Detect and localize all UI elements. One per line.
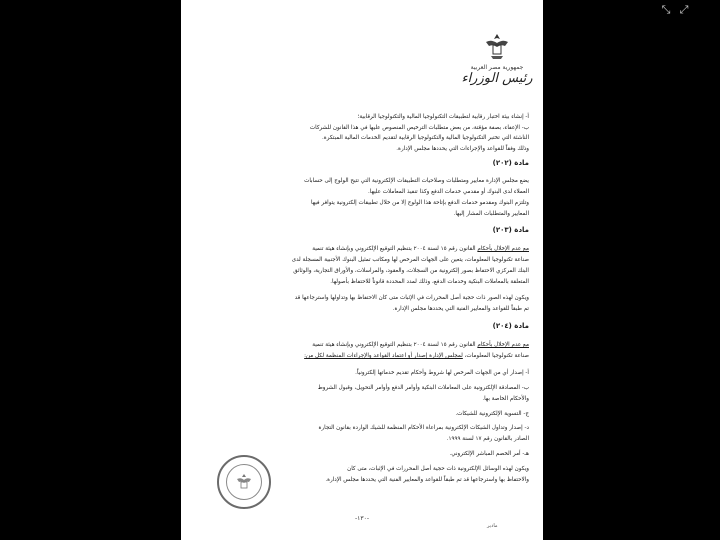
text-span: صناعة تكنولوجيا المعلومات،	[462, 353, 529, 359]
list-item: هـ- أمر الخصم المباشر الإلكتروني.	[449, 451, 529, 457]
text-line: أ- إنشاء بيئة اختبار رقابية لتطبيقات التكنولوجيا المالية والتكنولوجيا الرقابية؛	[357, 114, 529, 120]
page-number: -١٣٠-	[354, 515, 369, 522]
minimize-icon[interactable]: ⤡	[661, 3, 671, 16]
text-span: القانون رقم ١٥ لسنة ٢٠٠٤ بتنظيم التوقيع الإلكتروني وبإنشاء هيئة تنمية	[312, 246, 478, 252]
text-line: تم طبقاً للقواعد والمعايير الفنية التي يحددها مجلس الإدارة.	[392, 306, 529, 312]
text-line: ب- الإعفاء، بصفة مؤقتة، من بعض متطلبات الترخيص المنصوص عليها في هذا القانون للشركات	[309, 125, 529, 131]
text-line: البنك المركزي الاحتفاظ بصور إلكترونية من السجلات، والعقود، والمراسلات، والأوراق التجارية، والوثائق	[293, 268, 529, 274]
office-title: رئيس الوزراء	[461, 71, 533, 86]
article-heading: مادة (٢٠٣)	[492, 226, 529, 234]
article-heading: مادة (٢٠٤)	[492, 322, 529, 330]
text-line	[312, 341, 529, 350]
text-line: العملاء لدى البنوك أو مقدمي خدمات الدفع وكذا تنفيذ المعاملات عليها.	[368, 189, 529, 195]
text-line: ويكون لهذه الوسائل الإلكترونية ذات حجية أصل المحررات في الإثبات، متى كان	[347, 466, 529, 472]
text-line: ويكون لهذه الصور ذات حجية أصل المحررات في الإثبات متى كان الاحتفاظ بها وتداولها واسترجاعها قد	[294, 295, 529, 301]
underlined-phrase: لمجلس الإدارة إصدار أو اعتماد القواعد والإجراءات المنظمة لكل من:	[304, 353, 463, 359]
text-line: وتلتزم البنوك ومقدمو خدمات الدفع بإتاحة هذا الولوج إلا من خلال تطبيقات إلكترونية يتوافر فيها	[310, 200, 529, 206]
text-line	[304, 352, 529, 361]
text-line	[312, 245, 529, 254]
text-line: المتعلقة بالمعاملات البنكية وخدمات الدفع، وذلك لمدد المحددة قانوناً للاحتفاظ بأصولها.	[330, 279, 529, 285]
eagle-emblem-icon	[483, 32, 511, 62]
letterhead	[457, 32, 537, 112]
text-line: وذلك وفقاً للقواعد والإجراءات التي يحددها مجلس الإدارة.	[396, 146, 529, 152]
underlined-phrase: مع عدم الإخلال بأحكام	[477, 246, 529, 252]
country-name: جمهورية مصر العربية	[470, 64, 524, 71]
official-seal-icon	[217, 455, 271, 509]
text-line: المعايير والمتطلبات المشار إليها.	[453, 211, 529, 217]
expand-icon[interactable]: ⤢	[679, 3, 689, 16]
article-heading: مادة (٢٠٢)	[492, 159, 529, 167]
underlined-phrase: مع عدم الإخلال بأحكام	[477, 342, 529, 348]
text-line: صناعة تكنولوجيا المعلومات، يتعين على الجهات المرخص لها ومكاتب تمثيل البنوك الأجنبية المسجلة لدى	[291, 257, 529, 263]
text-line: والأحكام الخاصة بها.	[482, 396, 529, 402]
text-span: القانون رقم ١٥ لسنة ٢٠٠٤ بتنظيم التوقيع الإلكتروني وبإنشاء هيئة تنمية	[312, 342, 478, 348]
text-line: الناشئة التي تختبر التكنولوجيا المالية والتكنولوجيا الرقابية لتقديم الخدمات المالية المبتكرة.	[322, 135, 529, 141]
reference-mark: مادير	[487, 523, 498, 529]
list-item: د- إصدار وتداول الشيكات الإلكترونية بمراعاة الأحكام المنظمة للشيك الواردة بقانون التجارة	[318, 425, 529, 431]
list-item: أ- إصدار أي من الجهات المرخص لها شروط وأحكام تقديم خدماتها إلكترونياً.	[355, 370, 529, 376]
list-item: ج- التسوية الإلكترونية للشيكات.	[455, 411, 529, 417]
text-line: يضع مجلس الإدارة معايير ومتطلبات وصلاحيات التطبيقات الإلكترونية التي تتيح الولوج إلى حسابات	[304, 178, 529, 184]
seal-emblem-icon	[226, 464, 262, 500]
document-page	[181, 0, 543, 540]
list-item: ب- المصادقة الإلكترونية على المعاملات البنكية وأوامر الدفع وأوامر التحويل، وقبول الشروط	[317, 385, 529, 391]
text-line: والاحتفاظ بها واسترجاعها قد تم طبقاً للقواعد والمعايير الفنية التي يحددها مجلس الإدارة.	[325, 477, 529, 483]
text-line: الصادر بالقانون رقم ١٧ لسنة ١٩٩٩.	[446, 436, 529, 442]
